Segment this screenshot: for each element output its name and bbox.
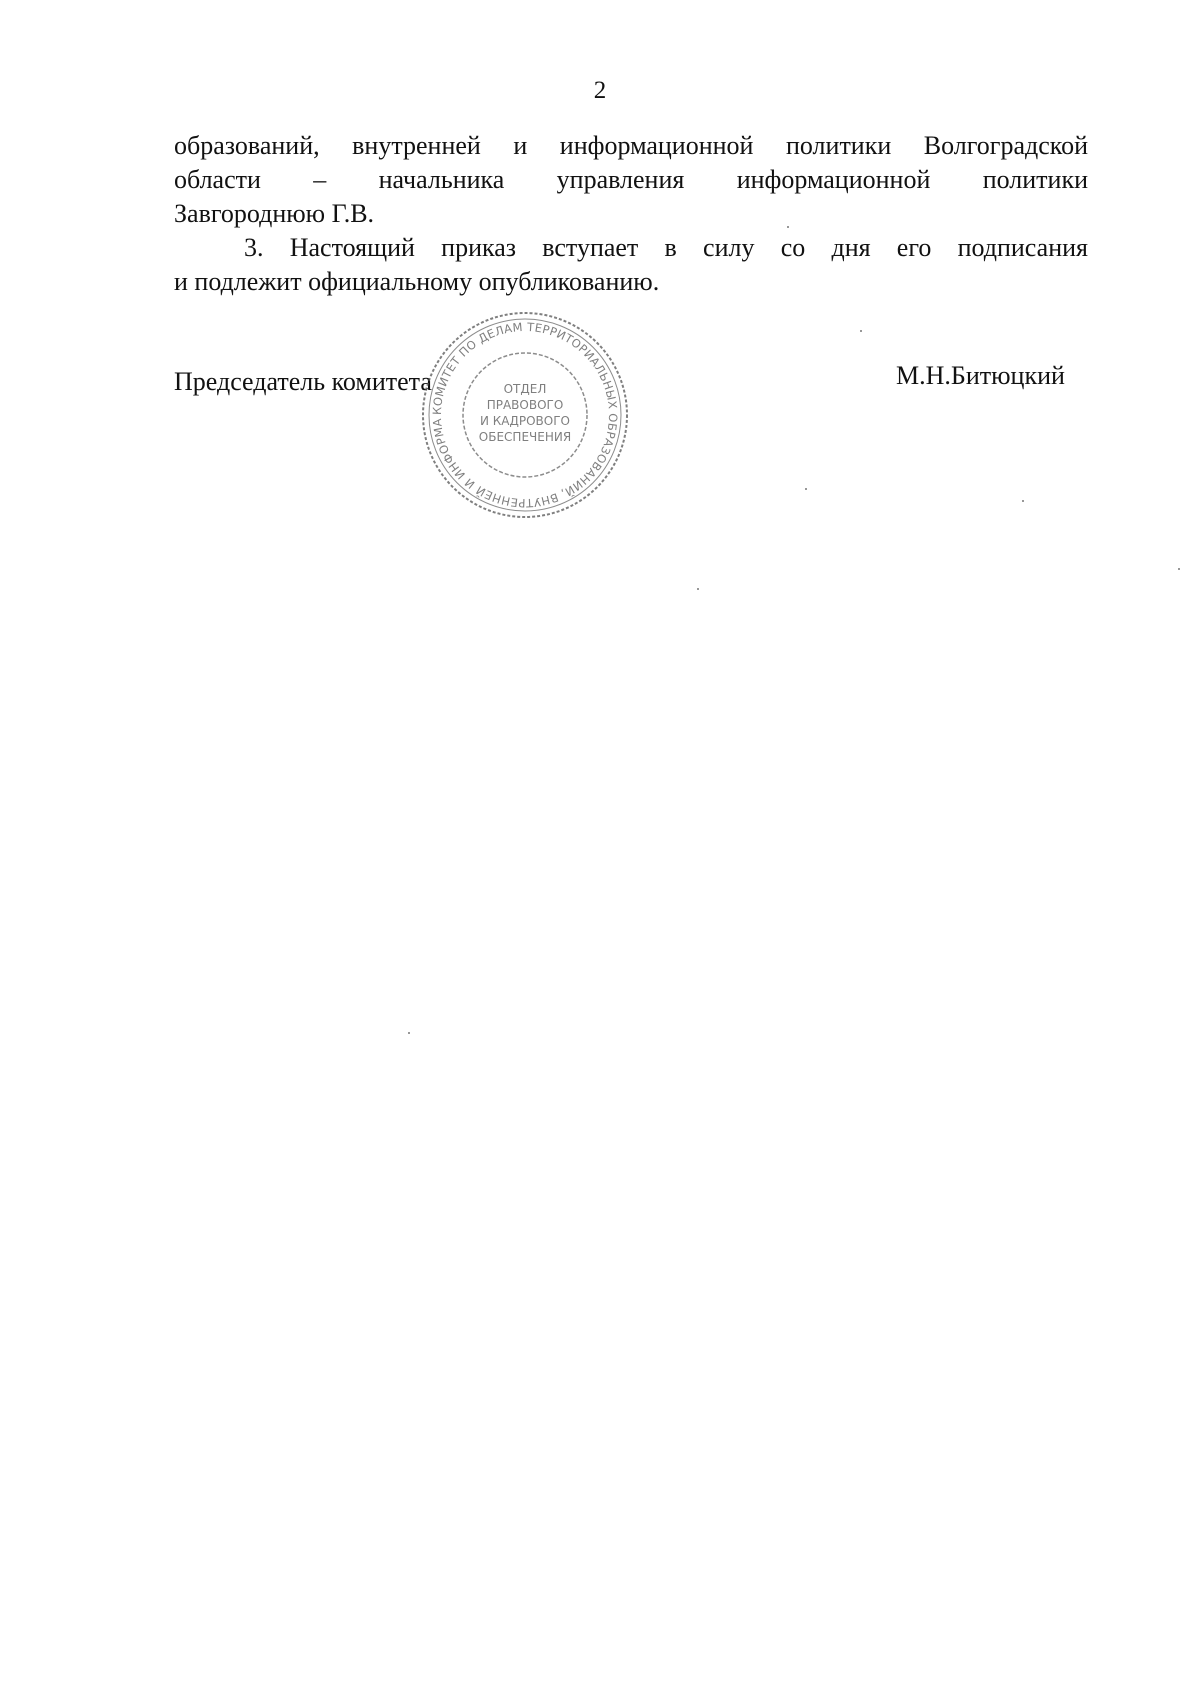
body-line-5: и подлежит официальному опубликованию. [174, 267, 660, 296]
scan-speck [1022, 500, 1024, 502]
scan-speck [408, 1032, 410, 1034]
body-line-3: Завгороднюю Г.В. [174, 199, 375, 228]
page-number: 2 [593, 77, 607, 104]
stamp-center-line-2: ПРАВОВОГО [486, 398, 564, 412]
body-line-1: образований, внутренней и информационной политики Волгоградской [174, 131, 1088, 160]
paragraph-3-text: 3. Настоящий приказ вступает в силу со дня его подписания [244, 233, 1088, 262]
stamp-outer-text: КОМИТЕТ ПО ДЕЛАМ ТЕРРИТОРИАЛЬНЫХ ОБРАЗОВАНИЙ, ВНУТРЕННЕЙ И ИНФОРМА [429, 319, 621, 511]
stamp-seal [405, 305, 645, 525]
scan-speck [860, 330, 862, 332]
scan-speck [1178, 568, 1180, 570]
stamp-center-line-4: ОБЕСПЕЧЕНИЯ [478, 430, 572, 444]
body-line-2: области – начальника управления информационной политики [174, 165, 1088, 194]
stamp-center-line-3: И КАДРОВОГО [479, 414, 571, 428]
official-stamp [405, 305, 645, 525]
signature-title: Председатель комитета [174, 367, 432, 396]
signatory-name: М.Н.Битюцкий [896, 361, 1065, 390]
scan-speck [787, 226, 789, 228]
scan-speck [805, 488, 807, 490]
body-line-4-paragraph-3 [174, 232, 1088, 264]
scan-speck [697, 588, 699, 590]
stamp-center-line-1: ОТДЕЛ [503, 382, 547, 396]
